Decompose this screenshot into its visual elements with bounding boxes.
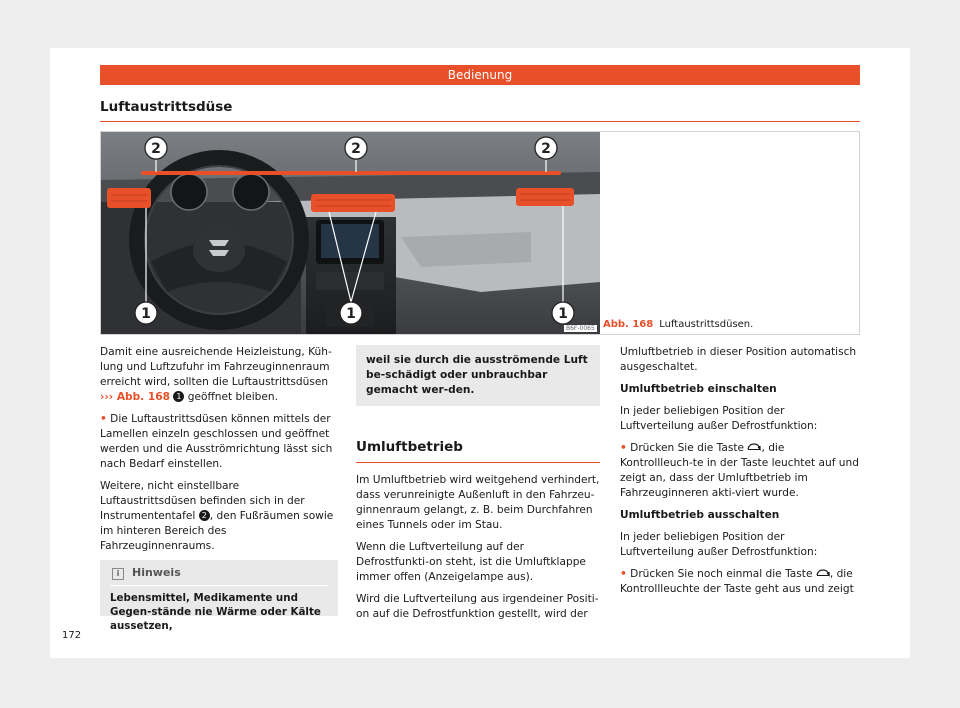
bullet-icon: • xyxy=(100,413,107,425)
page-number: 172 xyxy=(62,630,82,641)
paragraph-other-vents: Weitere, nicht einstellbare Luftaustrittsdüsen befinden sich in der Instrumententafel 2 , den Fußräumen sowie im hinteren Bereich des Fahrzeuginnenraums. xyxy=(100,480,334,552)
hint-box xyxy=(100,560,338,632)
figure-reference-link[interactable]: ››› Abb. 168 xyxy=(100,391,171,403)
callout-number-2: 2 xyxy=(199,510,210,521)
info-icon: i xyxy=(112,568,124,580)
heading-enable: Umluftbetrieb einschalten xyxy=(620,383,777,395)
callout-2-left: 2 xyxy=(151,141,161,157)
recirculation-icon xyxy=(816,569,830,577)
heading-disable: Umluftbetrieb ausschalten xyxy=(620,509,780,521)
column-3 xyxy=(620,345,860,604)
callout-1-center: 1 xyxy=(346,306,356,322)
paragraph: In jeder beliebigen Position der Luftverteilung außer Defrostfunktion: xyxy=(620,531,818,558)
paragraph: Wird die Luftverteilung aus irgendeiner Positi-on auf die Defrostfunktion gestellt, wird der xyxy=(356,593,599,620)
caption-label: Abb. 168 xyxy=(603,319,654,330)
subsection-heading: Umluftbetrieb xyxy=(356,428,600,463)
callout-number-1: 1 xyxy=(173,391,184,402)
figure-caption xyxy=(603,319,753,330)
column-1 xyxy=(100,345,338,561)
section-header-bar: Bedienung xyxy=(100,65,860,85)
paragraph: Umluftbetrieb in dieser Position automatisch ausgeschaltet. xyxy=(620,346,857,373)
bullet-icon: • xyxy=(620,568,627,580)
column-2 xyxy=(356,345,600,629)
recirculation-icon xyxy=(747,443,761,451)
bullet-icon: • xyxy=(620,442,627,454)
hint-text: Lebensmittel, Medikamente und Gegen-stände nie Wärme oder Kälte aussetzen, xyxy=(110,592,321,632)
paragraph: In jeder beliebigen Position der Luftverteilung außer Defrostfunktion: xyxy=(620,405,818,432)
paragraph-intro: Damit eine ausreichende Heizleistung, Küh-lung und Luftzufuhr im Fahrzeuginnenraum erreicht wird, sollten die Luftaustrittsdüsen ››› Abb. 168 1 geöffnet bleiben. xyxy=(100,346,332,403)
figure xyxy=(100,131,860,335)
callout-1-left: 1 xyxy=(141,306,151,322)
hint-heading: i Hinweis xyxy=(110,566,328,586)
caption-text: Luftaustrittsdüsen. xyxy=(659,319,754,330)
callout-2-right: 2 xyxy=(541,141,551,157)
section-title: Luftaustrittsdüse xyxy=(100,99,860,122)
bullet-item: • Drücken Sie noch einmal die Taste , die Kontrollleuchte der Taste geht aus und zeigt xyxy=(620,568,854,595)
hint-continuation: weil sie durch die ausströmende Luft be-schädigt oder unbrauchbar gemacht wer-den. xyxy=(356,345,600,406)
bullet-item: • Drücken Sie die Taste , die Kontrollleuch-te in der Taste leuchtet auf und zeigt an, dass der Umluftbetrieb im Fahrzeuginneren akti-viert wurde. xyxy=(620,442,859,499)
paragraph: Im Umluftbetrieb wird weitgehend verhindert, dass verunreinigte Außenluft in den Fahrzeu-ginnenraum gelangt, z. B. beim Durchfahren eines Tunnels oder im Stau. xyxy=(356,474,600,531)
paragraph: Wenn die Luftverteilung auf der Defrostfunkti-on steht, ist die Umluftklappe immer offen (Anzeigelampe aus). xyxy=(356,541,586,583)
bullet-item: • Die Luftaustrittsdüsen können mittels der Lamellen einzeln geschlossen und geöffnet werden und die Ausströmrichtung lässt sich nach Bedarf einstellen. xyxy=(100,413,333,470)
callout-1-right: 1 xyxy=(558,306,568,322)
dashboard-photo xyxy=(101,132,600,334)
callout-2-center: 2 xyxy=(351,141,361,157)
image-code: B6F-0065 xyxy=(566,325,595,332)
